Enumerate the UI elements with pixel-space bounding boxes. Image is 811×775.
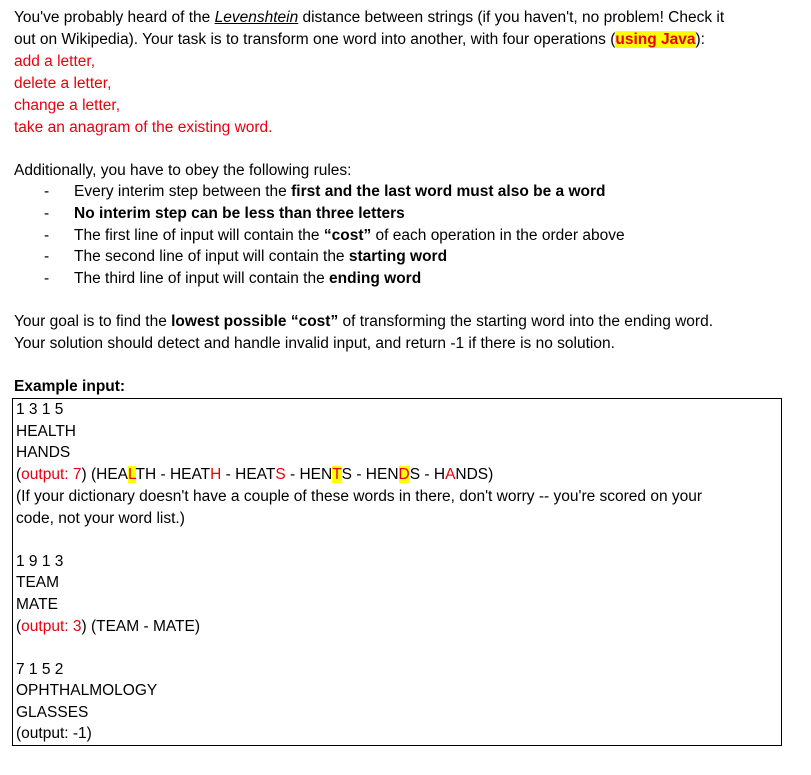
example1-costs: 1 3 1 5 (16, 401, 64, 418)
operation-add: add a letter, (14, 53, 96, 70)
rule-text: The second line of input will contain the (74, 248, 349, 265)
operation-anagram: take an anagram of the existing word. (14, 119, 273, 136)
rule-text-bold: No interim step can be less than three letters (74, 205, 405, 222)
step-changed: H (210, 466, 222, 483)
bullet-dash: - (44, 248, 50, 265)
levenshtein-link[interactable]: Levenshtein (214, 9, 299, 26)
intro-text: ): (695, 31, 705, 48)
example1-end-word: HANDS (16, 444, 71, 461)
intro-line-1 (14, 7, 724, 29)
example3-end-word: GLASSES (16, 704, 89, 721)
intro-text: out on Wikipedia). Your task is to transform one word into another, with four operations ( (14, 31, 616, 48)
bullet-dash: - (44, 205, 50, 222)
step-text: NDS (455, 466, 489, 483)
separator: - (352, 466, 366, 483)
rule-text: The third line of input will contain the (74, 270, 330, 287)
separator: - (221, 466, 236, 483)
step-text: HEAT (235, 466, 276, 483)
step-text: ) (TEAM - MATE) (81, 618, 201, 635)
bullet-dash: - (44, 227, 50, 244)
paren: ( (16, 618, 22, 635)
separator: - (420, 466, 434, 483)
step-text: HEN (365, 466, 399, 483)
rule-text-bold: “cost” (323, 227, 372, 244)
output-label: output: 7 (21, 466, 82, 483)
step-text: H (433, 466, 446, 483)
step-highlight: L (128, 466, 136, 483)
separator: - (156, 466, 170, 483)
example2-costs: 1 9 1 3 (16, 553, 64, 570)
step-text: HEN (299, 466, 333, 483)
step-highlight: T (332, 466, 342, 483)
goal-text: Your goal is to find the (14, 313, 172, 330)
rule-text-bold: ending word (329, 270, 422, 287)
paren: ) (488, 466, 494, 483)
step-changed: A (445, 466, 456, 483)
rule-text: Every interim step between the (74, 183, 292, 200)
separator: - (285, 466, 300, 483)
example1-start-word: HEALTH (16, 423, 77, 440)
example3-output-line: (output: -1) (16, 725, 92, 742)
example2-end-word: MATE (16, 596, 58, 613)
paren: ) ( (81, 466, 97, 483)
step-changed: S (275, 466, 286, 483)
example3-start-word: OPHTHALMOLOGY (16, 682, 158, 699)
operation-delete: delete a letter, (14, 75, 112, 92)
intro-text: distance between strings (if you haven't, no problem! Check it (298, 9, 725, 26)
rule-text: The first line of input will contain the (74, 227, 324, 244)
step-text: S (341, 466, 353, 483)
rule-text-bold: starting word (348, 248, 448, 265)
goal-text: of transforming the starting word into the ending word. (338, 313, 714, 330)
example2-output-line (16, 616, 200, 638)
rules-heading: Additionally, you have to obey the following rules: (14, 162, 352, 179)
goal-text-bold: lowest possible “cost” (171, 313, 339, 330)
example1-output-line (16, 464, 493, 486)
example-input-box (12, 398, 782, 746)
step-highlight: D (398, 466, 410, 483)
step-text: S (409, 466, 421, 483)
example1-note-line-2: code, not your word list.) (16, 510, 185, 527)
goal-line-2: Your solution should detect and handle invalid input, and return -1 if there is no solution. (14, 335, 615, 352)
example-heading: Example input: (14, 378, 126, 395)
step-text: TH (135, 466, 157, 483)
step-text: HEAT (169, 466, 211, 483)
rule-text-bold: first and the last word must also be a word (291, 183, 606, 200)
rule-text: of each operation in the order above (371, 227, 625, 244)
operation-change: change a letter, (14, 97, 120, 114)
step-text: HEA (96, 466, 129, 483)
output-label: output: 3 (21, 618, 82, 635)
goal-line-1 (14, 311, 713, 333)
paren: ( (16, 466, 22, 483)
bullet-dash: - (44, 270, 50, 287)
example3-costs: 7 1 5 2 (16, 661, 64, 678)
intro-text: You've probably heard of the (14, 9, 215, 26)
example1-note-line-1: (If your dictionary doesn't have a couple of these words in there, don't worry -- you're scored on your (16, 488, 703, 505)
using-java-highlight: using Java (615, 31, 696, 48)
example2-start-word: TEAM (16, 574, 60, 591)
intro-line-2 (14, 29, 705, 51)
bullet-dash: - (44, 183, 50, 200)
